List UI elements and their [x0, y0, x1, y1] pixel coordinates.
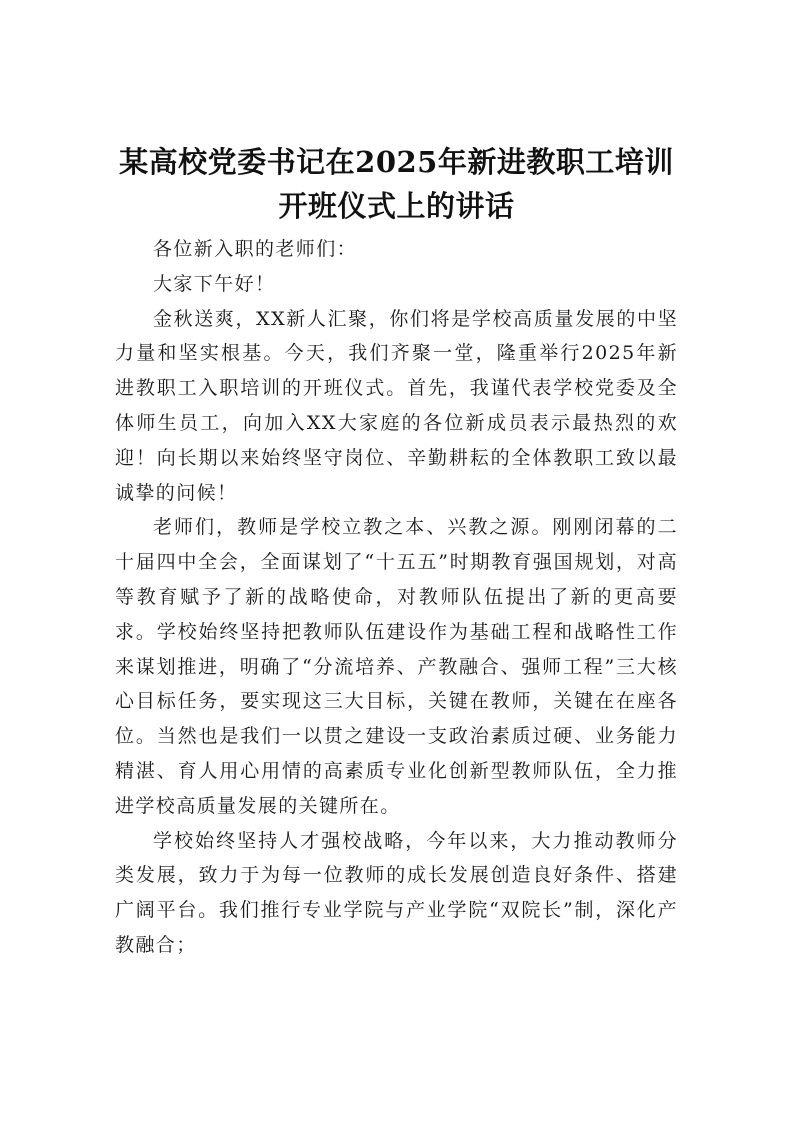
paragraph-3: 学校始终坚持人才强校战略，今年以来，大力推动教师分类发展，致力于为每一位教师的成长发展创造良好条件、搭建广阔平台。我们推行专业学院与产业学院“双院长”制，深化产教融合； — [115, 829, 678, 956]
document-title: 某高校党委书记在2025年新进教职工培训开班仪式上的讲话 — [119, 145, 674, 223]
document-body — [115, 140, 678, 963]
greeting: 大家下午好！ — [153, 272, 276, 295]
salutation: 各位新入职的老师们： — [153, 238, 358, 260]
paragraph-2: 老师们，教师是学校立教之本、兴教之源。刚刚闭幕的二十届四中全会，全面谋划了“十五五”时期教育强国规划，对高等教育赋予了新的战略使命，对教师队伍提出了新的更高要求。学校始终坚持把教师队伍建设作为基础工程和战略性工作来谋划推进，明确了“分流培养、产教融合、强师工程”三大核心目标任务，要实现这三大目标，关键在教师，关键在在座各位。当然也是我们一以贯之建设一支政治素质过硬、业务能力精湛、育人用心用情的高素质专业化创新型教师队伍，全力推进学校高质量发展的关键所在。 — [115, 516, 678, 817]
paragraph-1: 金秋送爽，XX新人汇聚，你们将是学校高质量发展的中坚力量和坚实根基。今天，我们齐聚一堂，隆重举行2025年新进教职工入职培训的开班仪式。首先，我谨代表学校党委及全体师生员工，向加入XX大家庭的各位新成员表示最热烈的欢迎！向长期以来始终坚守岗位、辛勤耕耘的全体教职工致以最诚挚的问候！ — [115, 307, 678, 504]
